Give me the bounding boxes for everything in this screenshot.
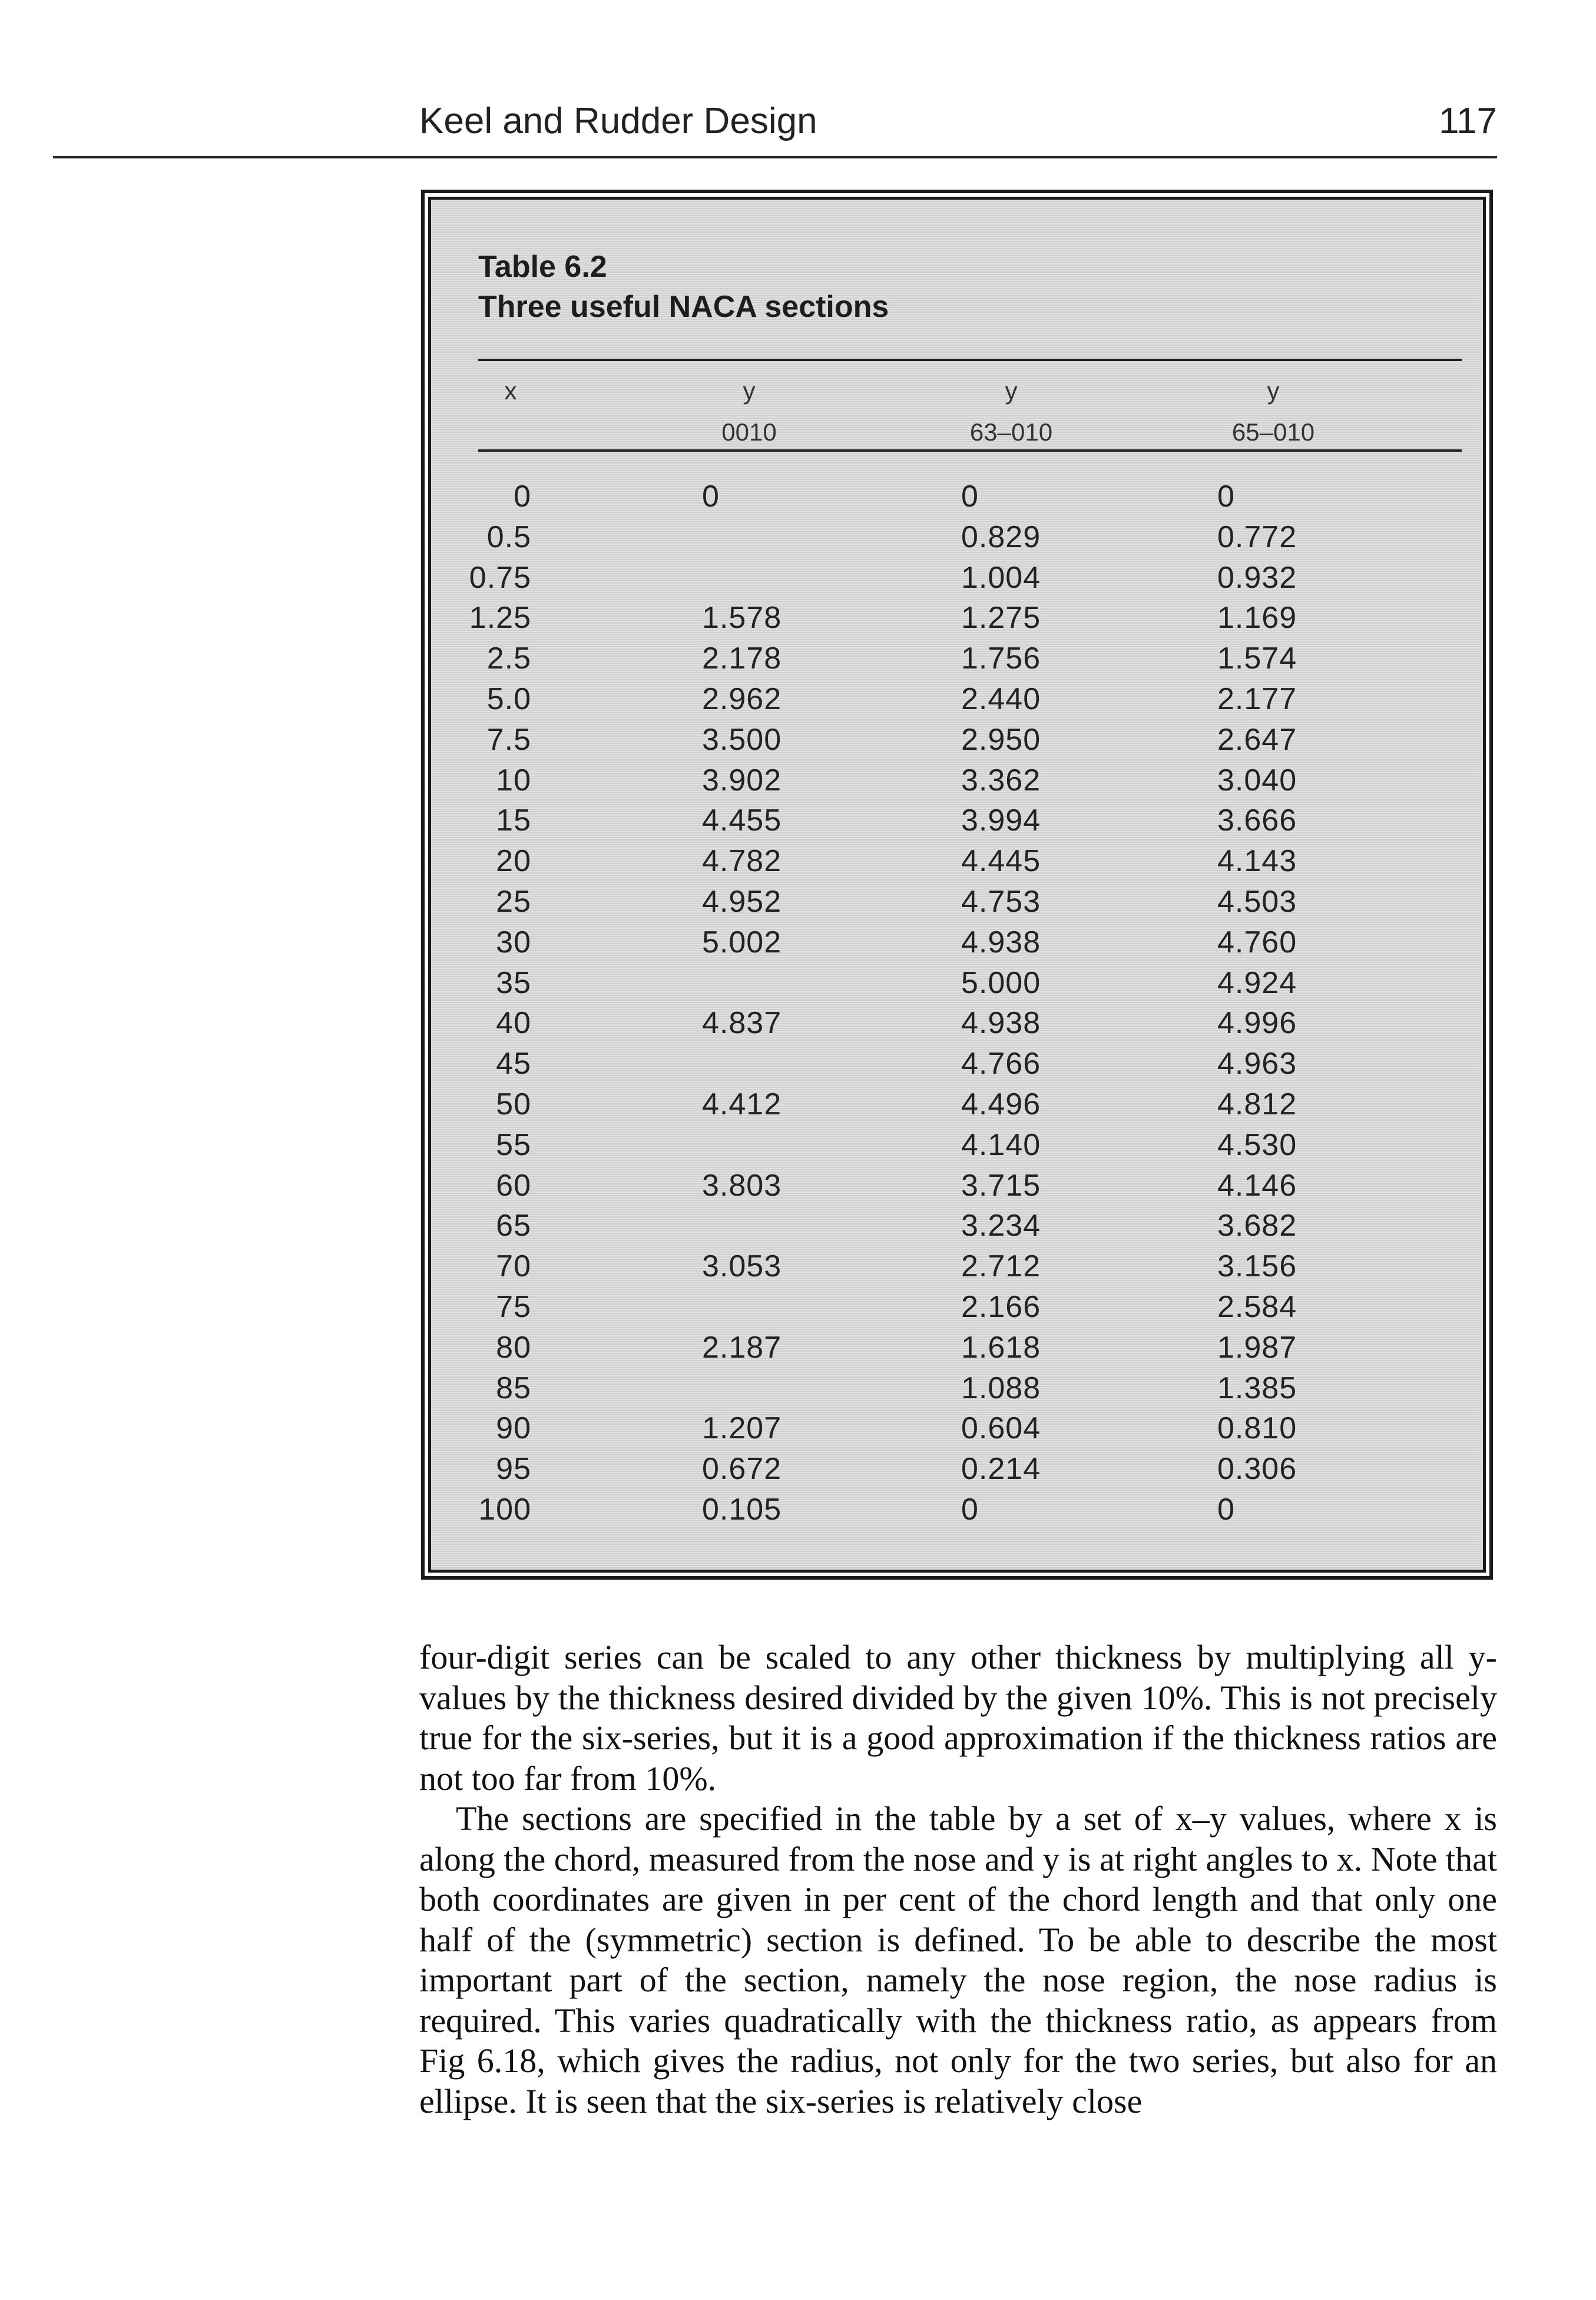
table-cell-y65: 1.169 [1217, 601, 1297, 636]
table-body [431, 476, 1483, 1530]
table-cell-y0010: 2.187 [702, 1330, 782, 1365]
table-cell-x: 10 [496, 763, 531, 797]
table-cell-x: 2.5 [486, 641, 531, 676]
table-cell-y63: 0.829 [961, 519, 1041, 554]
table-caption [478, 247, 889, 327]
table-cell-y0010: 3.902 [702, 763, 782, 797]
table-cell-y0010: 4.952 [702, 884, 782, 919]
table-row [431, 598, 1483, 638]
table-cell-y0010: 1.578 [702, 601, 782, 636]
table-cell-x: 25 [496, 884, 531, 919]
table-cell-x: 100 [478, 1492, 531, 1527]
table-label: Table 6.2 [478, 250, 607, 284]
table-top-rule [478, 359, 1462, 361]
table-cell-y0010: 0.672 [702, 1452, 782, 1487]
table-cell-y63: 5.000 [961, 965, 1041, 1000]
table-cell-x: 50 [496, 1087, 531, 1121]
table-cell-y65: 0.810 [1217, 1411, 1297, 1446]
column-header-symbol: y [1005, 377, 1018, 405]
table-row [431, 760, 1483, 801]
table-cell-y63: 1.088 [961, 1371, 1041, 1405]
table-cell-x: 0.75 [469, 560, 531, 595]
table-header-rule [478, 449, 1462, 452]
table-cell-y0010: 4.837 [702, 1006, 782, 1041]
table-row [431, 1449, 1483, 1490]
table-cell-y65: 0.772 [1217, 519, 1297, 554]
table-row [431, 1084, 1483, 1125]
table-cell-y65: 4.924 [1217, 965, 1297, 1000]
table-cell-y65: 0 [1217, 479, 1235, 514]
table-cell-y65: 0.306 [1217, 1452, 1297, 1487]
table-cell-y0010: 3.803 [702, 1168, 782, 1203]
table-cell-y0010: 2.962 [702, 681, 782, 716]
table-cell-y65: 4.812 [1217, 1087, 1297, 1121]
table-cell-y63: 4.766 [961, 1047, 1041, 1081]
column-header-x [422, 370, 599, 412]
table-cell-y65: 3.666 [1217, 803, 1297, 838]
table-cell-x: 60 [496, 1168, 531, 1203]
table-cell-y63: 3.994 [961, 803, 1041, 838]
header-rule [53, 156, 1497, 158]
table-cell-x: 30 [496, 925, 531, 959]
table-row [431, 679, 1483, 720]
table-cell-y63: 0.214 [961, 1452, 1041, 1487]
table-cell-y0010: 4.455 [702, 803, 782, 838]
table-row [431, 1490, 1483, 1530]
page-number: 117 [1439, 101, 1497, 141]
table-cell-y65: 0 [1217, 1492, 1235, 1527]
table-cell-y63: 2.440 [961, 681, 1041, 716]
table-cell-y65: 4.146 [1217, 1168, 1297, 1203]
table-cell-x: 65 [496, 1209, 531, 1243]
table-row [431, 1246, 1483, 1287]
running-title: Keel and Rudder Design [419, 101, 817, 141]
table-cell-y65: 4.760 [1217, 925, 1297, 959]
table-cell-y0010: 3.053 [702, 1249, 782, 1284]
table-cell-x: 55 [496, 1127, 531, 1162]
table-cell-x: 20 [496, 844, 531, 879]
table-cell-y0010: 4.782 [702, 844, 782, 879]
table-cell-y65: 1.574 [1217, 641, 1297, 676]
table-cell-y65: 4.996 [1217, 1006, 1297, 1041]
table-cell-y65: 2.177 [1217, 681, 1297, 716]
table-cell-x: 40 [496, 1006, 531, 1041]
column-header-symbol: x [504, 377, 517, 405]
table-cell-y65: 2.647 [1217, 722, 1297, 757]
column-header-sub: 65–010 [1231, 418, 1315, 446]
table-frame [421, 190, 1493, 1580]
table-cell-y65: 3.682 [1217, 1209, 1297, 1243]
table-cell-y65: 2.584 [1217, 1289, 1297, 1324]
table-panel [428, 197, 1486, 1573]
table-cell-x: 70 [496, 1249, 531, 1284]
table-cell-y0010: 1.207 [702, 1411, 782, 1446]
table-cell-x: 85 [496, 1371, 531, 1405]
table-cell-y63: 1.275 [961, 601, 1041, 636]
table-cell-y63: 4.496 [961, 1087, 1041, 1121]
table-row [431, 517, 1483, 558]
table-row [431, 476, 1483, 517]
table-cell-y65: 4.530 [1217, 1127, 1297, 1162]
column-header-y-0010 [661, 370, 837, 453]
table-cell-y63: 0 [961, 479, 979, 514]
table-cell-x: 7.5 [486, 722, 531, 757]
table-cell-x: 80 [496, 1330, 531, 1365]
table-row [431, 1166, 1483, 1206]
table-row [431, 1408, 1483, 1449]
table-row [431, 963, 1483, 1004]
table-cell-y63: 4.140 [961, 1127, 1041, 1162]
table-row [431, 841, 1483, 882]
table-row [431, 1206, 1483, 1246]
table-cell-y0010: 3.500 [702, 722, 782, 757]
table-cell-y63: 4.938 [961, 1006, 1041, 1041]
table-cell-y63: 2.166 [961, 1289, 1041, 1324]
table-row [431, 1003, 1483, 1044]
table-cell-y63: 3.362 [961, 763, 1041, 797]
table-cell-x: 15 [496, 803, 531, 838]
table-row [431, 1125, 1483, 1166]
table-cell-y0010: 0.105 [702, 1492, 782, 1527]
table-cell-y0010: 5.002 [702, 925, 782, 959]
column-header-sub: 0010 [721, 418, 777, 446]
column-header-sub: 63–010 [969, 418, 1053, 446]
table-cell-y63: 2.950 [961, 722, 1041, 757]
table-cell-y0010: 2.178 [702, 641, 782, 676]
table-row [431, 882, 1483, 922]
table-cell-y65: 4.963 [1217, 1047, 1297, 1081]
paragraph: The sections are specified in the table by a set of x–y values, where x is along the chord, measured from the nose and y is at right angles to x. Note that both coordinates are given in per cent of the chord length and that only one half of the (symmetric) section is defined. To be able to describe the most important part of the section, namely the nose region, the nose radius is required. This varies quadratically with the thickness ratio, as appears from Fig 6.18, which gives the radius, not only for the two series, but also for an ellipse. It is seen that the six-series is relatively close [419, 1799, 1497, 2120]
table-cell-x: 90 [496, 1411, 531, 1446]
table-cell-y0010: 0 [702, 479, 720, 514]
table-cell-y65: 4.503 [1217, 884, 1297, 919]
body-text [419, 1637, 1497, 2122]
table-row [431, 720, 1483, 760]
table-title: Three useful NACA sections [478, 290, 889, 324]
table-cell-y65: 3.040 [1217, 763, 1297, 797]
table-cell-y63: 3.234 [961, 1209, 1041, 1243]
column-header-y-65-010 [1185, 370, 1362, 453]
table-cell-x: 75 [496, 1289, 531, 1324]
table-cell-x: 35 [496, 965, 531, 1000]
table-cell-y65: 0.932 [1217, 560, 1297, 595]
table-cell-y65: 1.385 [1217, 1371, 1297, 1405]
table-row [431, 1328, 1483, 1368]
table-cell-x: 1.25 [469, 601, 531, 636]
table-cell-y0010: 4.412 [702, 1087, 782, 1121]
table-row [431, 1368, 1483, 1409]
table-cell-y63: 1.004 [961, 560, 1041, 595]
table-row [431, 638, 1483, 679]
table-cell-y63: 3.715 [961, 1168, 1041, 1203]
paragraph: four-digit series can be scaled to any other thickness by multiplying all y-values by the thickness desired divided by the given 10%. This is not precisely true for the six-series, but it is a good approximation if the thickness ratios are not too far from 10%. [419, 1638, 1497, 1798]
table-cell-x: 0.5 [486, 519, 531, 554]
table-cell-y63: 1.618 [961, 1330, 1041, 1365]
table-cell-y63: 2.712 [961, 1249, 1041, 1284]
table-row [431, 800, 1483, 841]
column-header-y-63-010 [923, 370, 1100, 453]
table-cell-x: 45 [496, 1047, 531, 1081]
running-head [419, 94, 1497, 147]
table-row [431, 922, 1483, 963]
table-cell-y63: 1.756 [961, 641, 1041, 676]
table-cell-y65: 1.987 [1217, 1330, 1297, 1365]
table-row [431, 1287, 1483, 1328]
table-cell-y65: 3.156 [1217, 1249, 1297, 1284]
column-header-symbol: y [743, 377, 756, 405]
table-cell-y63: 4.938 [961, 925, 1041, 959]
table-cell-x: 5.0 [486, 681, 531, 716]
table-cell-x: 0 [514, 479, 531, 514]
table-cell-x: 95 [496, 1452, 531, 1487]
table-cell-y65: 4.143 [1217, 844, 1297, 879]
table-row [431, 558, 1483, 598]
table-cell-y63: 0 [961, 1492, 979, 1527]
table-cell-y63: 4.753 [961, 884, 1041, 919]
table-cell-y63: 4.445 [961, 844, 1041, 879]
table-cell-y63: 0.604 [961, 1411, 1041, 1446]
table-row [431, 1044, 1483, 1084]
column-header-symbol: y [1267, 377, 1280, 405]
